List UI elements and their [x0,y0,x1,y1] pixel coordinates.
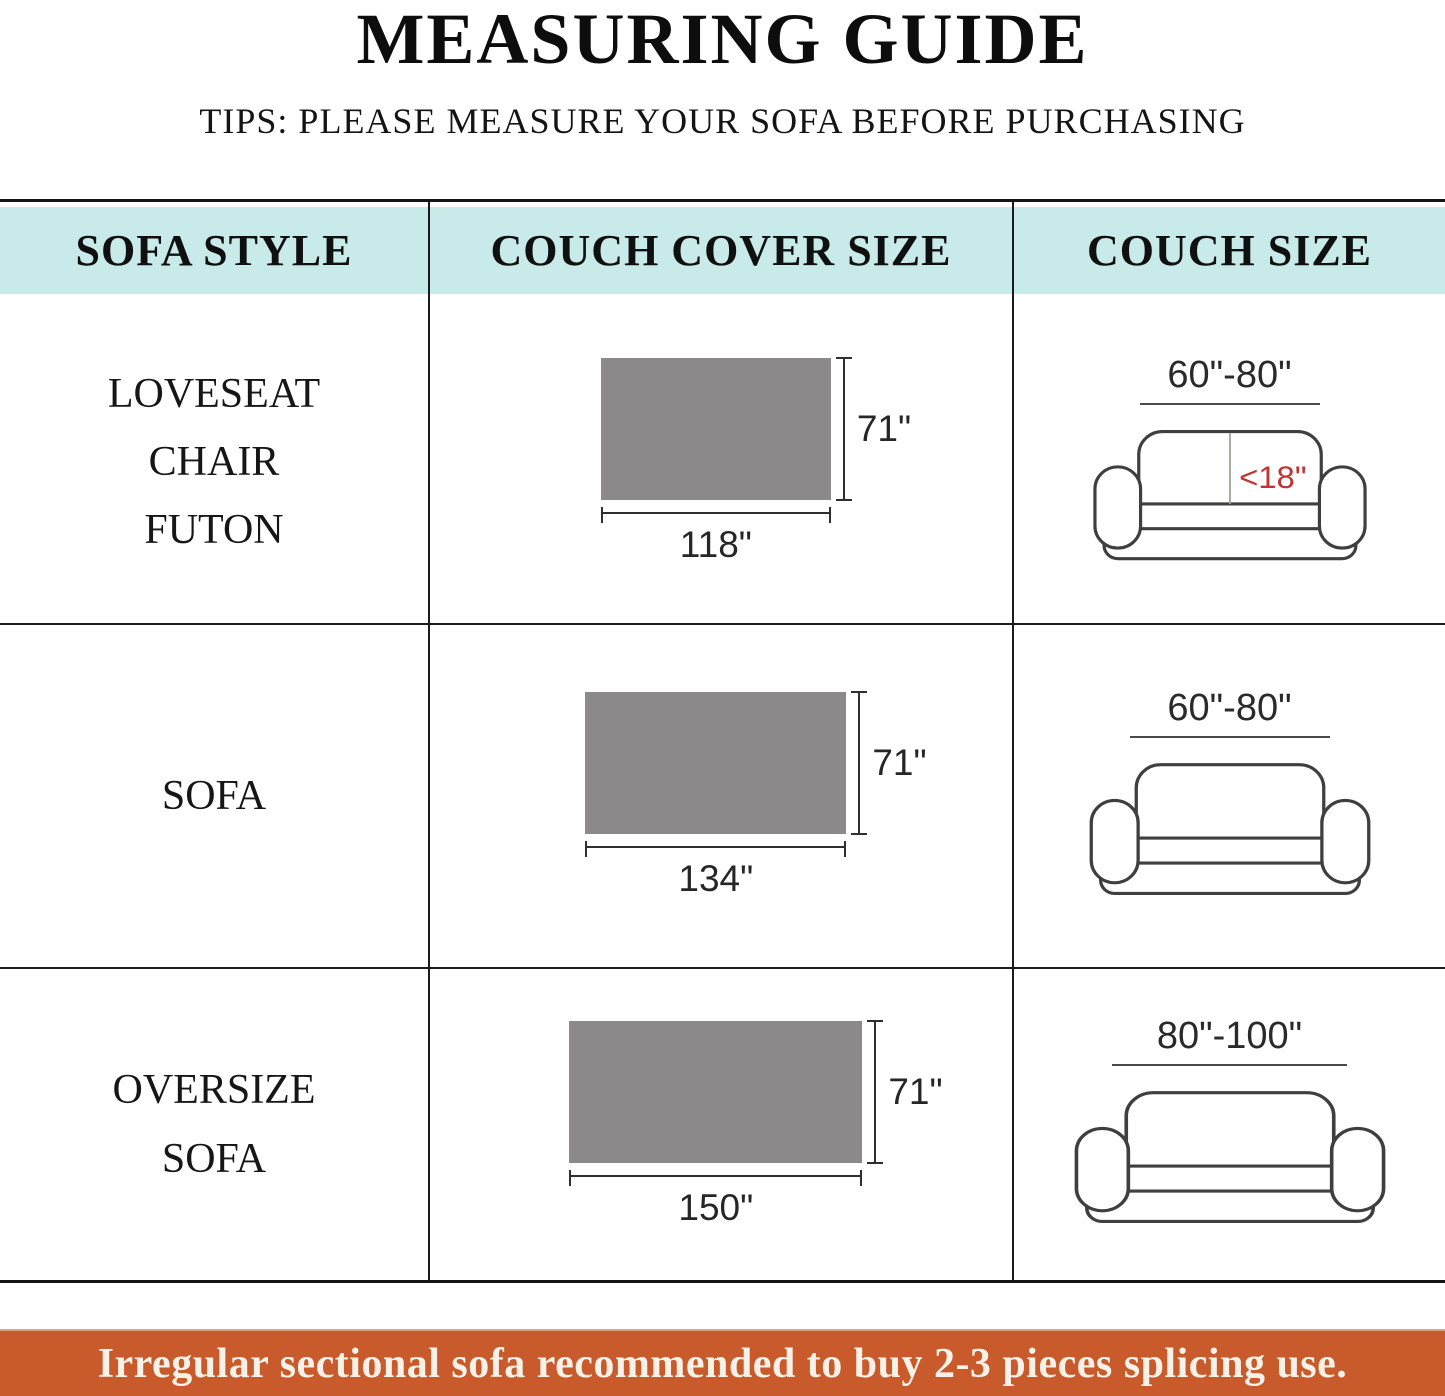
header-label: COUCH SIZE [1014,207,1445,294]
cover-size-diagram [531,358,911,566]
style-line: SOFA [161,1135,267,1182]
cover-size-diagram [499,1021,942,1229]
style-line: FUTON [144,507,284,554]
width-dimension-label: 118" [679,524,752,565]
couch-size-diagram [1084,354,1376,571]
footer-banner [0,1329,1445,1396]
couch-width-range-label: 60"-80" [1167,353,1292,396]
page-subtitle: TIPS: PLEASE MEASURE YOUR SOFA BEFORE PURCHASING [199,101,1246,141]
couch-size-diagram [1080,687,1380,906]
table-row-1-cover [430,301,1014,625]
width-dimension-label: 150" [678,1186,754,1228]
sofa-style-label [108,360,320,564]
width-dimension-group [585,846,846,900]
couch-width-range-label: 80"-100" [1156,1015,1303,1057]
page-title: MEASURING GUIDE [356,0,1089,79]
height-dimension-line [874,1021,876,1163]
table-row-1-style [0,301,430,625]
style-line: SOFA [161,772,267,819]
footer-note: Irregular sectional sofa recommended to buy 2-3 pieces splicing use. [97,1340,1348,1387]
cover-rectangle [601,358,831,500]
header-label: SOFA STYLE [0,207,428,294]
header-cell-couch-size [1014,202,1445,301]
sofa-icon [1080,754,1380,906]
sofa-style-label [162,762,266,830]
oversize-sofa-icon [1064,1082,1396,1234]
cover-size-diagram [515,692,926,900]
style-line: OVERSIZE [112,1067,316,1114]
height-dimension-label: 71" [888,1070,943,1112]
table-row-3-style [0,969,430,1280]
measuring-table [0,199,1445,1283]
couch-size-diagram [1064,1015,1396,1234]
cover-rect-group [585,692,926,834]
height-dimension-line [858,692,860,834]
table-row-1-couch [1014,301,1445,625]
header-cell-cover-size [430,202,1014,301]
loveseat-icon [1084,421,1376,571]
style-line: LOVESEAT [107,370,321,417]
width-dimension-group [569,1175,862,1229]
width-dimension-group [601,512,831,566]
table-row-2-couch [1014,625,1445,969]
back-depth-label: <18" [1238,459,1306,495]
width-dimension-line [585,846,846,848]
table-row-3-cover [430,969,1014,1280]
style-line: CHAIR [148,438,280,485]
width-dimension-label: 134" [678,858,754,899]
table-row-2-style [0,625,430,969]
width-dimension-line [569,1175,862,1177]
couch-width-range-line [1112,1064,1347,1066]
cover-rectangle [569,1021,862,1163]
height-dimension-line [843,358,845,500]
header-cell-sofa-style [0,202,430,301]
couch-width-range-line [1130,736,1330,738]
table-row-2-cover [430,625,1014,969]
cover-rectangle [585,692,846,834]
cover-rect-group [569,1021,942,1163]
couch-width-range-line [1140,403,1320,405]
height-dimension-label: 71" [872,742,927,783]
sofa-style-label [113,1056,316,1192]
table-row-3-couch [1014,969,1445,1280]
width-dimension-line [601,512,831,514]
height-dimension-label: 71" [856,408,912,449]
couch-width-range-label: 60"-80" [1167,686,1292,729]
cover-rect-group [601,358,911,500]
header-label: COUCH COVER SIZE [430,207,1012,294]
